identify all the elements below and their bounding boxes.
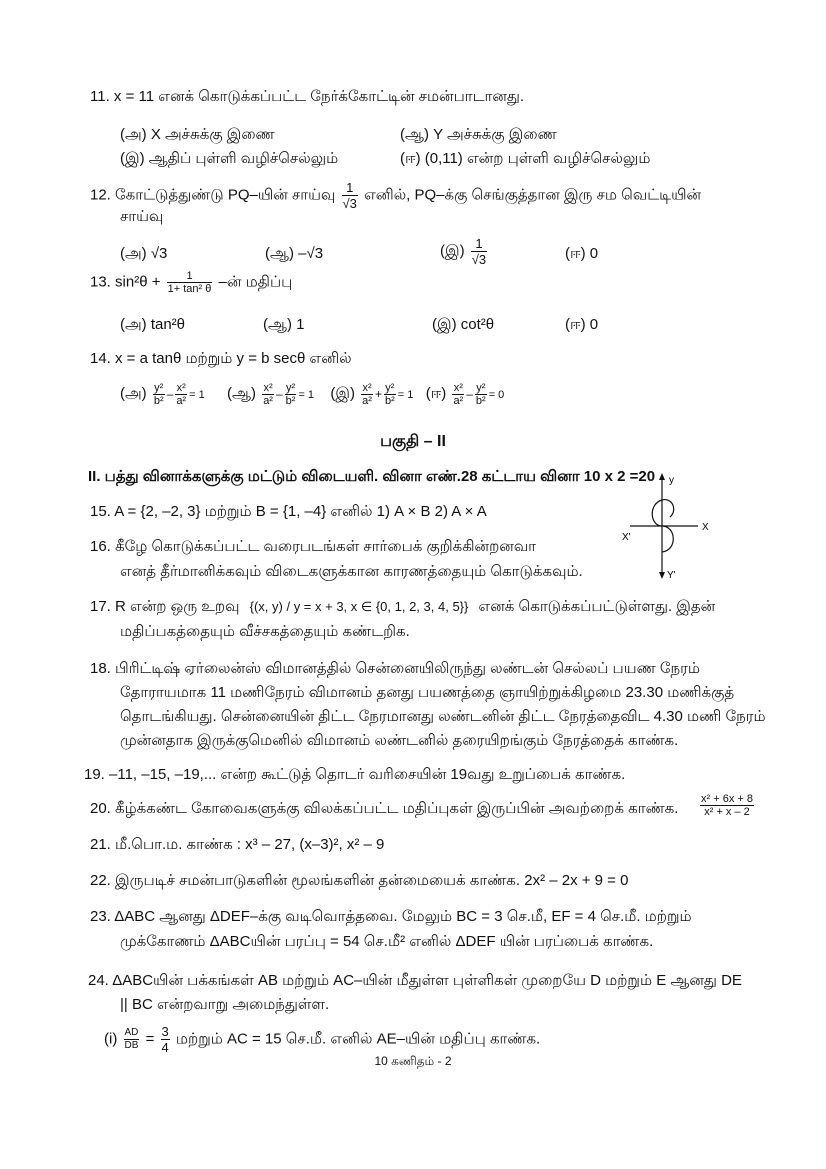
q13-fraction bbox=[167, 270, 213, 295]
graph-x-label: X bbox=[702, 522, 709, 533]
q13-option-b: (ஆ) 1 bbox=[263, 316, 305, 333]
q11-option-d: (ஈ) (0,11) என்ற புள்ளி வழிச்செல்லும் bbox=[400, 150, 651, 167]
q24-post: மற்றும் AC = 15 செ.மீ. எனில் AE–யின் மதிப்பு காண்க. bbox=[175, 1030, 541, 1048]
q24-frac2-num: 3 bbox=[161, 1024, 169, 1039]
graph-xp-label: X' bbox=[622, 532, 631, 543]
q14-option-a bbox=[120, 382, 209, 407]
q14-a-d1: b² bbox=[153, 395, 164, 407]
q14-option-b bbox=[227, 382, 318, 407]
q13-frac-num: 1 bbox=[167, 270, 213, 283]
q14-b-n1: x² bbox=[263, 382, 273, 394]
q12-frac-den: √3 bbox=[342, 196, 357, 211]
q14-c-d2: b² bbox=[384, 395, 395, 407]
q18-line3: தொடங்கியது. சென்னையின் திட்ட நேரமானது லண்டனின் திட்ட நேரத்தைவிட 4.30 மணி நேரம் bbox=[120, 708, 766, 725]
q12-option-c bbox=[440, 236, 489, 267]
q13-option-d: (ஈ) 0 bbox=[565, 316, 599, 333]
q14-option-d bbox=[425, 382, 505, 407]
q13-post: –ன் மதிப்பு bbox=[218, 273, 293, 291]
graph-upper-curve bbox=[652, 500, 673, 526]
q20-frac-den: x² + x – 2 bbox=[704, 806, 750, 818]
q14-c-op: + bbox=[374, 387, 382, 402]
q18-line4: முன்னதாக இருக்குமெனில் விமானம் லண்டனில் தரையிறங்கும் நேரத்தைக் காண்க. bbox=[120, 732, 679, 749]
q14-a-n2: x² bbox=[176, 382, 186, 394]
section-instruction: II. பத்து வினாக்களுக்கு மட்டும் விடையளி. வினா எண்.28 கட்டாய வினா 10 x 2 =20 bbox=[88, 468, 656, 485]
q24-part-i bbox=[104, 1024, 540, 1055]
q24-eq: = bbox=[145, 1030, 155, 1048]
q20-text: 20. கீழ்க்கண்ட கோவைகளுக்கு விலக்கப்பட்ட மதிப்புகள் இருப்பின் அவற்றைக் காண்க. bbox=[90, 800, 679, 817]
q14-c-n1: x² bbox=[362, 382, 372, 394]
q23-line2: முக்கோணம் ΔABCயின் பரப்பு = 54 செ.மீ² எனில் ΔDEF யின் பரப்பைக் காண்க. bbox=[120, 933, 654, 950]
q14-b-rhs: = 1 bbox=[298, 389, 315, 402]
q11-option-b: (ஆ) Y அச்சுக்கு இணை bbox=[400, 126, 557, 143]
q14-b-d1: a² bbox=[263, 395, 273, 407]
q13-frac-den: 1+ tan² θ bbox=[167, 283, 212, 295]
q14-option-c bbox=[330, 382, 417, 407]
q11-option-a: (அ) X அச்சுக்கு இணை bbox=[120, 126, 275, 143]
q14-a-d2: a² bbox=[176, 395, 187, 407]
q23-line1: 23. ΔABC ஆனது ΔDEF–க்கு வடிவொத்தவை. மேலும் BC = 3 செ.மீ, EF = 4 செ.மீ. மற்றும் bbox=[90, 908, 692, 925]
q17-pre: 17. R என்ற ஒரு உறவு bbox=[90, 598, 240, 615]
q14-b-op: – bbox=[275, 387, 283, 402]
graph-lower-curve bbox=[662, 526, 673, 552]
q12-line2: சாய்வு bbox=[120, 208, 164, 225]
q14-d-n1: x² bbox=[453, 382, 463, 394]
q17-post: எனக் கொடுக்கப்பட்டுள்ளது. இதன் bbox=[478, 598, 716, 615]
q11-text: 11. x = 11 எனக் கொடுக்கப்பட்ட நேர்க்கோட்டின் சமன்பாடானது. bbox=[90, 88, 525, 105]
q17-set: {(x, y) / y = x + 3, x ∈ {0, 1, 2, 3, 4, 5}} bbox=[249, 599, 469, 614]
q14-a-rhs: = 1 bbox=[189, 389, 205, 402]
q14-b-d2: b² bbox=[285, 395, 296, 407]
q14-d-label: (ஈ) bbox=[425, 385, 447, 403]
q13-option-c: (இ) cot²θ bbox=[432, 316, 495, 333]
q12-pre: 12. கோட்டுத்துண்டு PQ–யின் சாய்வு bbox=[90, 186, 336, 204]
q11-option-c: (இ) ஆதிப் புள்ளி வழிச்செல்லும் bbox=[120, 150, 339, 167]
graph-y-arrow bbox=[659, 473, 665, 480]
q14-a-label: (அ) bbox=[120, 385, 147, 403]
q24-frac1-num: AD bbox=[124, 1027, 139, 1038]
q12-option-c-label: (இ) bbox=[440, 242, 465, 260]
q19-text: 19. –11, –15, –19,... என்ற கூட்டுத் தொடர் வரிசையின் 19வது உறுப்பைக் காண்க. bbox=[84, 766, 626, 783]
q14-c-n2: y² bbox=[385, 382, 395, 394]
q16-line1: 16. கீழே கொடுக்கப்பட்ட வரைபடங்கள் சார்பைக் குறிக்கின்றனவா bbox=[90, 538, 537, 555]
q14-a-n1: y² bbox=[154, 382, 164, 394]
q24-line2: || BC என்றவாறு அமைந்துள்ள. bbox=[120, 996, 330, 1013]
q18-line1: 18. பிரிட்டிஷ் ஏர்லைன்ஸ் விமானத்தில் சென்னையிலிருந்து லண்டன் செல்லப் பயண நேரம் bbox=[90, 660, 700, 677]
q14-a-op: – bbox=[166, 387, 174, 402]
q14-d-op: – bbox=[466, 387, 473, 402]
q12-option-c-fraction bbox=[471, 236, 487, 267]
q24-frac2-den: 4 bbox=[161, 1040, 169, 1055]
q24-frac1-den: DB bbox=[124, 1040, 139, 1051]
q14-b-n2: y² bbox=[285, 382, 296, 394]
q14-d-rhs: = 0 bbox=[488, 389, 505, 402]
q12-fraction bbox=[342, 180, 358, 211]
q20-fraction bbox=[698, 793, 756, 818]
q14-b-label: (ஆ) bbox=[227, 385, 257, 403]
q14-c-d1: a² bbox=[362, 395, 372, 407]
q15-text: 15. A = {2, –2, 3} மற்றும் B = {1, –4} எனில் 1) A × B 2) A × A bbox=[90, 503, 487, 520]
q14-text: 14. x = a tanθ மற்றும் y = b secθ எனில் bbox=[90, 350, 352, 367]
q16-line2: எனத் தீர்மானிக்கவும் விடைகளுக்கான காரணத்தையும் கொடுக்கவும். bbox=[120, 563, 583, 580]
q14-c-label: (இ) bbox=[330, 385, 355, 403]
q14-d-d2: b² bbox=[475, 395, 486, 407]
graph-yp-label: Y' bbox=[667, 570, 676, 581]
q16-graph bbox=[622, 470, 722, 582]
q24-part-label: (i) bbox=[104, 1030, 118, 1048]
q14-d-n2: y² bbox=[476, 382, 486, 394]
q12-option-b: (ஆ) –√3 bbox=[265, 245, 324, 262]
q13-option-a: (அ) tan²θ bbox=[120, 316, 186, 333]
q12-option-a: (அ) √3 bbox=[120, 245, 168, 262]
q18-line2: தோராயமாக 11 மணிநேரம் விமானம் தனது பயணத்தை ஞாயிற்றுக்கிழமை 23.30 மணிக்குத் bbox=[120, 684, 735, 701]
q12-line1 bbox=[90, 180, 701, 211]
graph-y-label: y bbox=[669, 475, 674, 486]
graph-yp-arrow bbox=[659, 572, 665, 579]
q14-options bbox=[120, 382, 504, 407]
q20-frac-num: x² + 6x + 8 bbox=[701, 793, 753, 805]
q24-line1: 24. ΔABCயின் பக்கங்கள் AB மற்றும் AC–யின் மீதுள்ள புள்ளிகள் முறையே D மற்றும் E ஆனது DE bbox=[88, 972, 742, 989]
q22-text: 22. இருபடிச் சமன்பாடுகளின் மூலங்களின் தன்மையைக் காண்க. 2x² – 2x + 9 = 0 bbox=[90, 872, 629, 889]
section-title: பகுதி – II bbox=[380, 433, 446, 450]
page-footer: 10 கணிதம் - 2 bbox=[374, 1054, 452, 1068]
q13-line1 bbox=[90, 270, 292, 295]
q12-option-c-den: √3 bbox=[471, 252, 487, 267]
q12-option-c-num: 1 bbox=[471, 236, 487, 252]
q14-c-rhs: = 1 bbox=[397, 389, 414, 402]
q17-line1 bbox=[90, 598, 715, 617]
q12-option-d: (ஈ) 0 bbox=[565, 245, 599, 262]
q21-text: 21. மீ.பொ.ம. காண்க : x³ – 27, (x–3)², x² – 9 bbox=[90, 836, 385, 853]
q13-pre: 13. sin²θ + bbox=[90, 273, 161, 291]
q17-line2: மதிப்பகத்தையும் வீச்சகத்தையும் கண்டறிக. bbox=[120, 623, 410, 640]
q14-d-d1: a² bbox=[453, 395, 464, 407]
q12-frac-num: 1 bbox=[342, 180, 358, 196]
q12-post: எனில், PQ–க்கு செங்குத்தான இரு சம வெட்டியின் bbox=[364, 186, 702, 204]
